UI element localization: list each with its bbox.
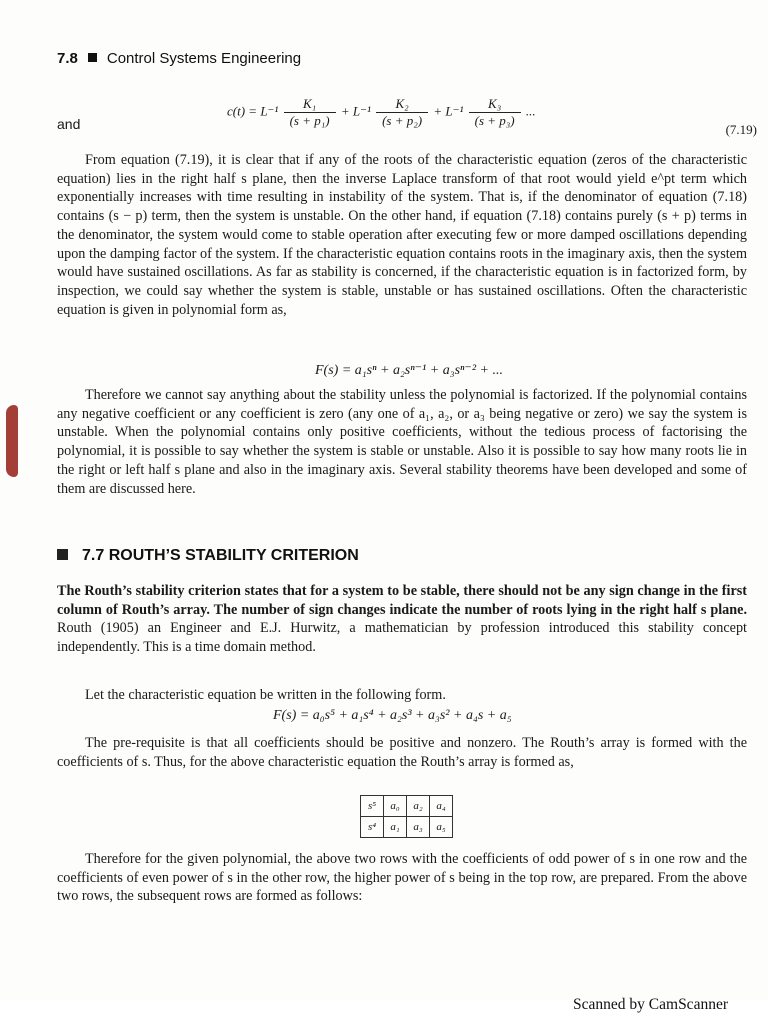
fraction-term-1: $\frac{\text{K₁}}{\text{(s + p₁)}}$ [284,96,336,129]
routh-array-table [360,795,453,838]
paragraph-2: Therefore we cannot say anything about the stability unless the polynomial is factorized. If the polynomial contains any negative coefficient or any coefficient is zero (any one of a₁, a₂, or a₃ being negative or zero) we say the system is unstable. When the polynomial contains only positive coefficients, without the tedious process of factorising the polynomial, it is possible to say whether the system is stable or unstable. Also it is possible to say how many roots lie in the right or left half s plane and also in the imaginary axis. Several stability theorems have been developed and some of them are discussed here. [57,387,747,497]
page-header [57,50,301,67]
equation-expression [227,96,536,129]
page-number: 7.8 [57,50,78,67]
equation-lhs: c(t) = L⁻¹ [227,103,279,119]
routh-cell: a₁ [384,817,407,838]
section-heading [57,547,359,565]
routh-cell: a₅ [430,817,453,838]
equation-lead-word: and [57,116,81,132]
routh-history-text: Routh (1905) an Engineer and E.J. Hurwitz, a mathematician by profession introduced this stability concept independently. This is a time domain method. [57,620,747,656]
paragraph-1: From equation (7.19), it is clear that if any of the roots of the characteristic equation (zeros of the characteristic equation) lies in the right half s plane, then the inverse Laplace transform of that root would yield e^pt term which exponentially increases with time resulting in instability of the system. That is, if the denominator of equation (7.18) contains (s − p) term, then the system is unstable. On the other hand, if equation (7.18) contains purely (s + p) terms in the denominator, the system would come to stable operation after executing few or more damped oscillations depending upon the damping factor of the system. If the characteristic equation contains roots in the imaginary axis, then the system would have sustained oscillations. As far as stability is concerned, if the characteristic equation is in factorized form, by inspection, we could say whether the system is stable, unstable or has sustained oscillations. Often the characteristic equation is given in polynomial form as, [57,152,747,318]
plus-inverse-laplace-2: + L⁻¹ [433,103,464,119]
equation-7-19 [57,92,757,152]
book-title: Control Systems Engineering [106,50,302,67]
routh-row-s4 [361,817,453,838]
routh-cell: a₄ [430,796,453,817]
routh-cell: s⁵ [361,796,384,817]
polynomial-fifth-order: F(s) = a₀s⁵ + a₁s⁴ + a₂s³ + a₃s² + a₄s + a₅ [273,708,512,723]
plus-inverse-laplace-1: + L⁻¹ [340,103,371,119]
routh-cell: a₀ [384,796,407,817]
polynomial-general-form: F(s) = a₁sⁿ + a₂sⁿ⁻¹ + a₃sⁿ⁻² + ... [315,363,503,378]
paragraph-6: Therefore for the given polynomial, the above two rows with the coefficients of odd power of s in one row and the coefficients of even power of s in the other row, the higher power of s being in the top row, are prepared. From the above two rows, the subsequent rows are formed as follows: [57,851,747,905]
header-square-bullet [88,53,97,62]
fraction-term-2: $\frac{\text{K₂}}{\text{(s + p₂)}}$ [376,96,428,129]
routh-cell: a₂ [407,796,430,817]
fraction-term-3: $\frac{\text{K₃}}{\text{(s + p₃)}}$ [469,96,521,129]
routh-cell: a₃ [407,817,430,838]
book-spine-mark [6,405,18,477]
routh-row-s5 [361,796,453,817]
section-square-bullet [57,549,68,560]
scanner-watermark: Scanned by CamScanner [573,996,728,1013]
section-title: 7.7 ROUTH’S STABILITY CRITERION [82,547,359,564]
paragraph-4: Let the characteristic equation be written in the following form. [85,687,446,703]
equation-number: (7.19) [725,122,757,137]
equation-ellipsis: ... [525,103,536,119]
routh-cell: s⁴ [361,817,384,838]
routh-criterion-statement: The Routh’s stability criterion states that for a system to be stable, there should not be any sign change in the first column of Routh’s array. The number of sign changes indicate the number of roots lying in the right half s plane. [57,583,747,618]
paragraph-3 [57,582,747,657]
paragraph-5: The pre-requisite is that all coefficients should be positive and nonzero. The Routh’s array is formed with the coefficients of s. Thus, for the above characteristic equation the Routh’s array is formed as, [57,735,747,770]
